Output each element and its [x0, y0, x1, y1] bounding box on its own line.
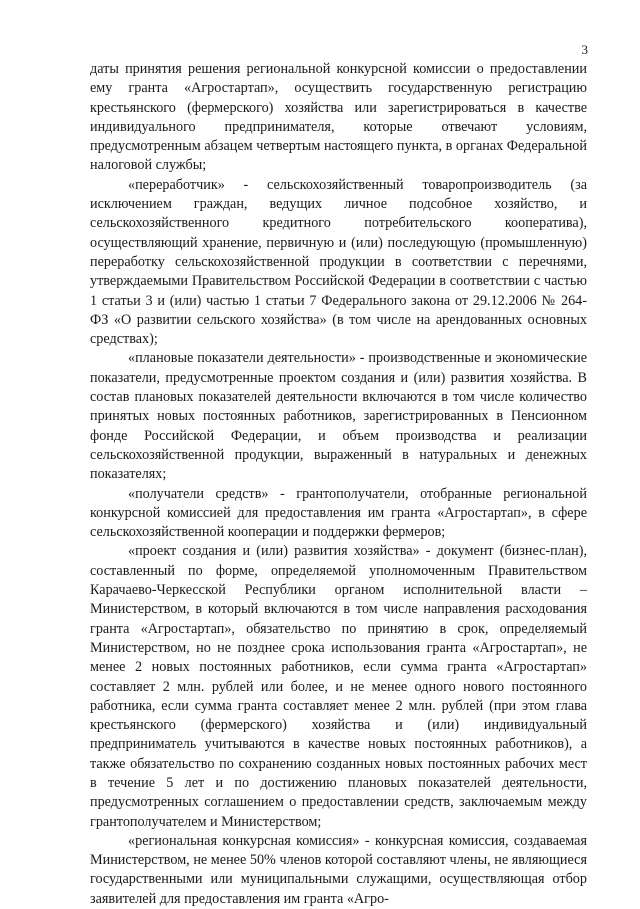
document-body — [90, 60, 587, 909]
paragraph-continuation: даты принятия решения региональной конкурсной комиссии о предоставлении ему гранта «Агростартап», осуществить государственную регистрацию крестьянского (фермерского) хозяйства или зарегистрироваться в качестве индивидуального предпринимателя, которые отвечают условиям, предусмотренным абзацем четвертым настоящего пункта, в органах Федеральной налоговой службы; — [90, 61, 587, 174]
paragraph-definition-planovye-pokazateli: «плановые показатели деятельности» - производственные и экономические показатели, предусмотренные проектом создания и (или) развития хозяйства. В состав плановых показателей деятельности включаются в том числе количество принятых новых постоянных работников, зарегистрированных в Пенсионном фонде Российской Федерации, и объем производства и реализации сельскохозяйственной продукции, выраженный в натуральных и денежных показателях; — [90, 350, 587, 483]
paragraph-definition-pererabotchik: «переработчик» - сельскохозяйственный товаропроизводитель (за исключением граждан, ведущих личное подсобное хозяйство, и сельскохозяйственного кредитного потребительского кооператива), осуществляющий хранение, первичную и (или) последующую (промышленную) переработку сельскохозяйственной продукции в соответствии с перечнями, утверждаемыми Правительством Российской Федерации в соответствии с частью 1 статьи 3 и (или) частью 1 статьи 7 Федерального закона от 29.12.2006 № 264-ФЗ «О развитии сельского хозяйства» (в том числе на арендованных основных средствах); — [90, 176, 587, 348]
paragraph-definition-komissiya: «региональная конкурсная комиссия» - конкурсная комиссия, создаваемая Министерством, не менее 50% членов которой составляют члены, не являющиеся государственными или муниципальными служащими, осуществляющая отбор заявителей для предоставления им гранта «Агро- — [90, 832, 587, 907]
page-number: 3 — [581, 42, 588, 57]
paragraph-definition-proekt: «проект создания и (или) развития хозяйства» - документ (бизнес-план), составленный по форме, определяемой уполномоченным Правительством Карачаево-Черкесской Республики органом исполнительной власти – Министерством, в который включаются в том числе направления расходования гранта «Агростартап», обязательство по принятию в срок, определяемый Министерством, но не позднее срока использования гранта «Агростартап», не менее 2 новых постоянных работников, если сумма гранта «Агростартап» составляет 2 млн. рублей или более, и не менее одного нового постоянного работника, если сумма гранта составляет менее 2 млн. рублей (при этом глава крестьянского (фермерского) хозяйства и (или) индивидуальный предприниматель учитываются в качестве новых постоянных работников), а также обязательство по сохранению созданных новых постоянных рабочих мест в течение 5 лет и по достижению плановых показателей деятельности, предусмотренных соглашением о предоставлении средств, заключаемым между грантополучателем и Министерством; — [90, 543, 587, 830]
paragraph-definition-poluchateli-sredstv: «получатели средств» - грантополучатели, отобранные региональной конкурсной комиссией для предоставления им гранта «Агростартап», в сфере сельскохозяйственной кооперации и поддержки фермеров; — [90, 485, 587, 541]
